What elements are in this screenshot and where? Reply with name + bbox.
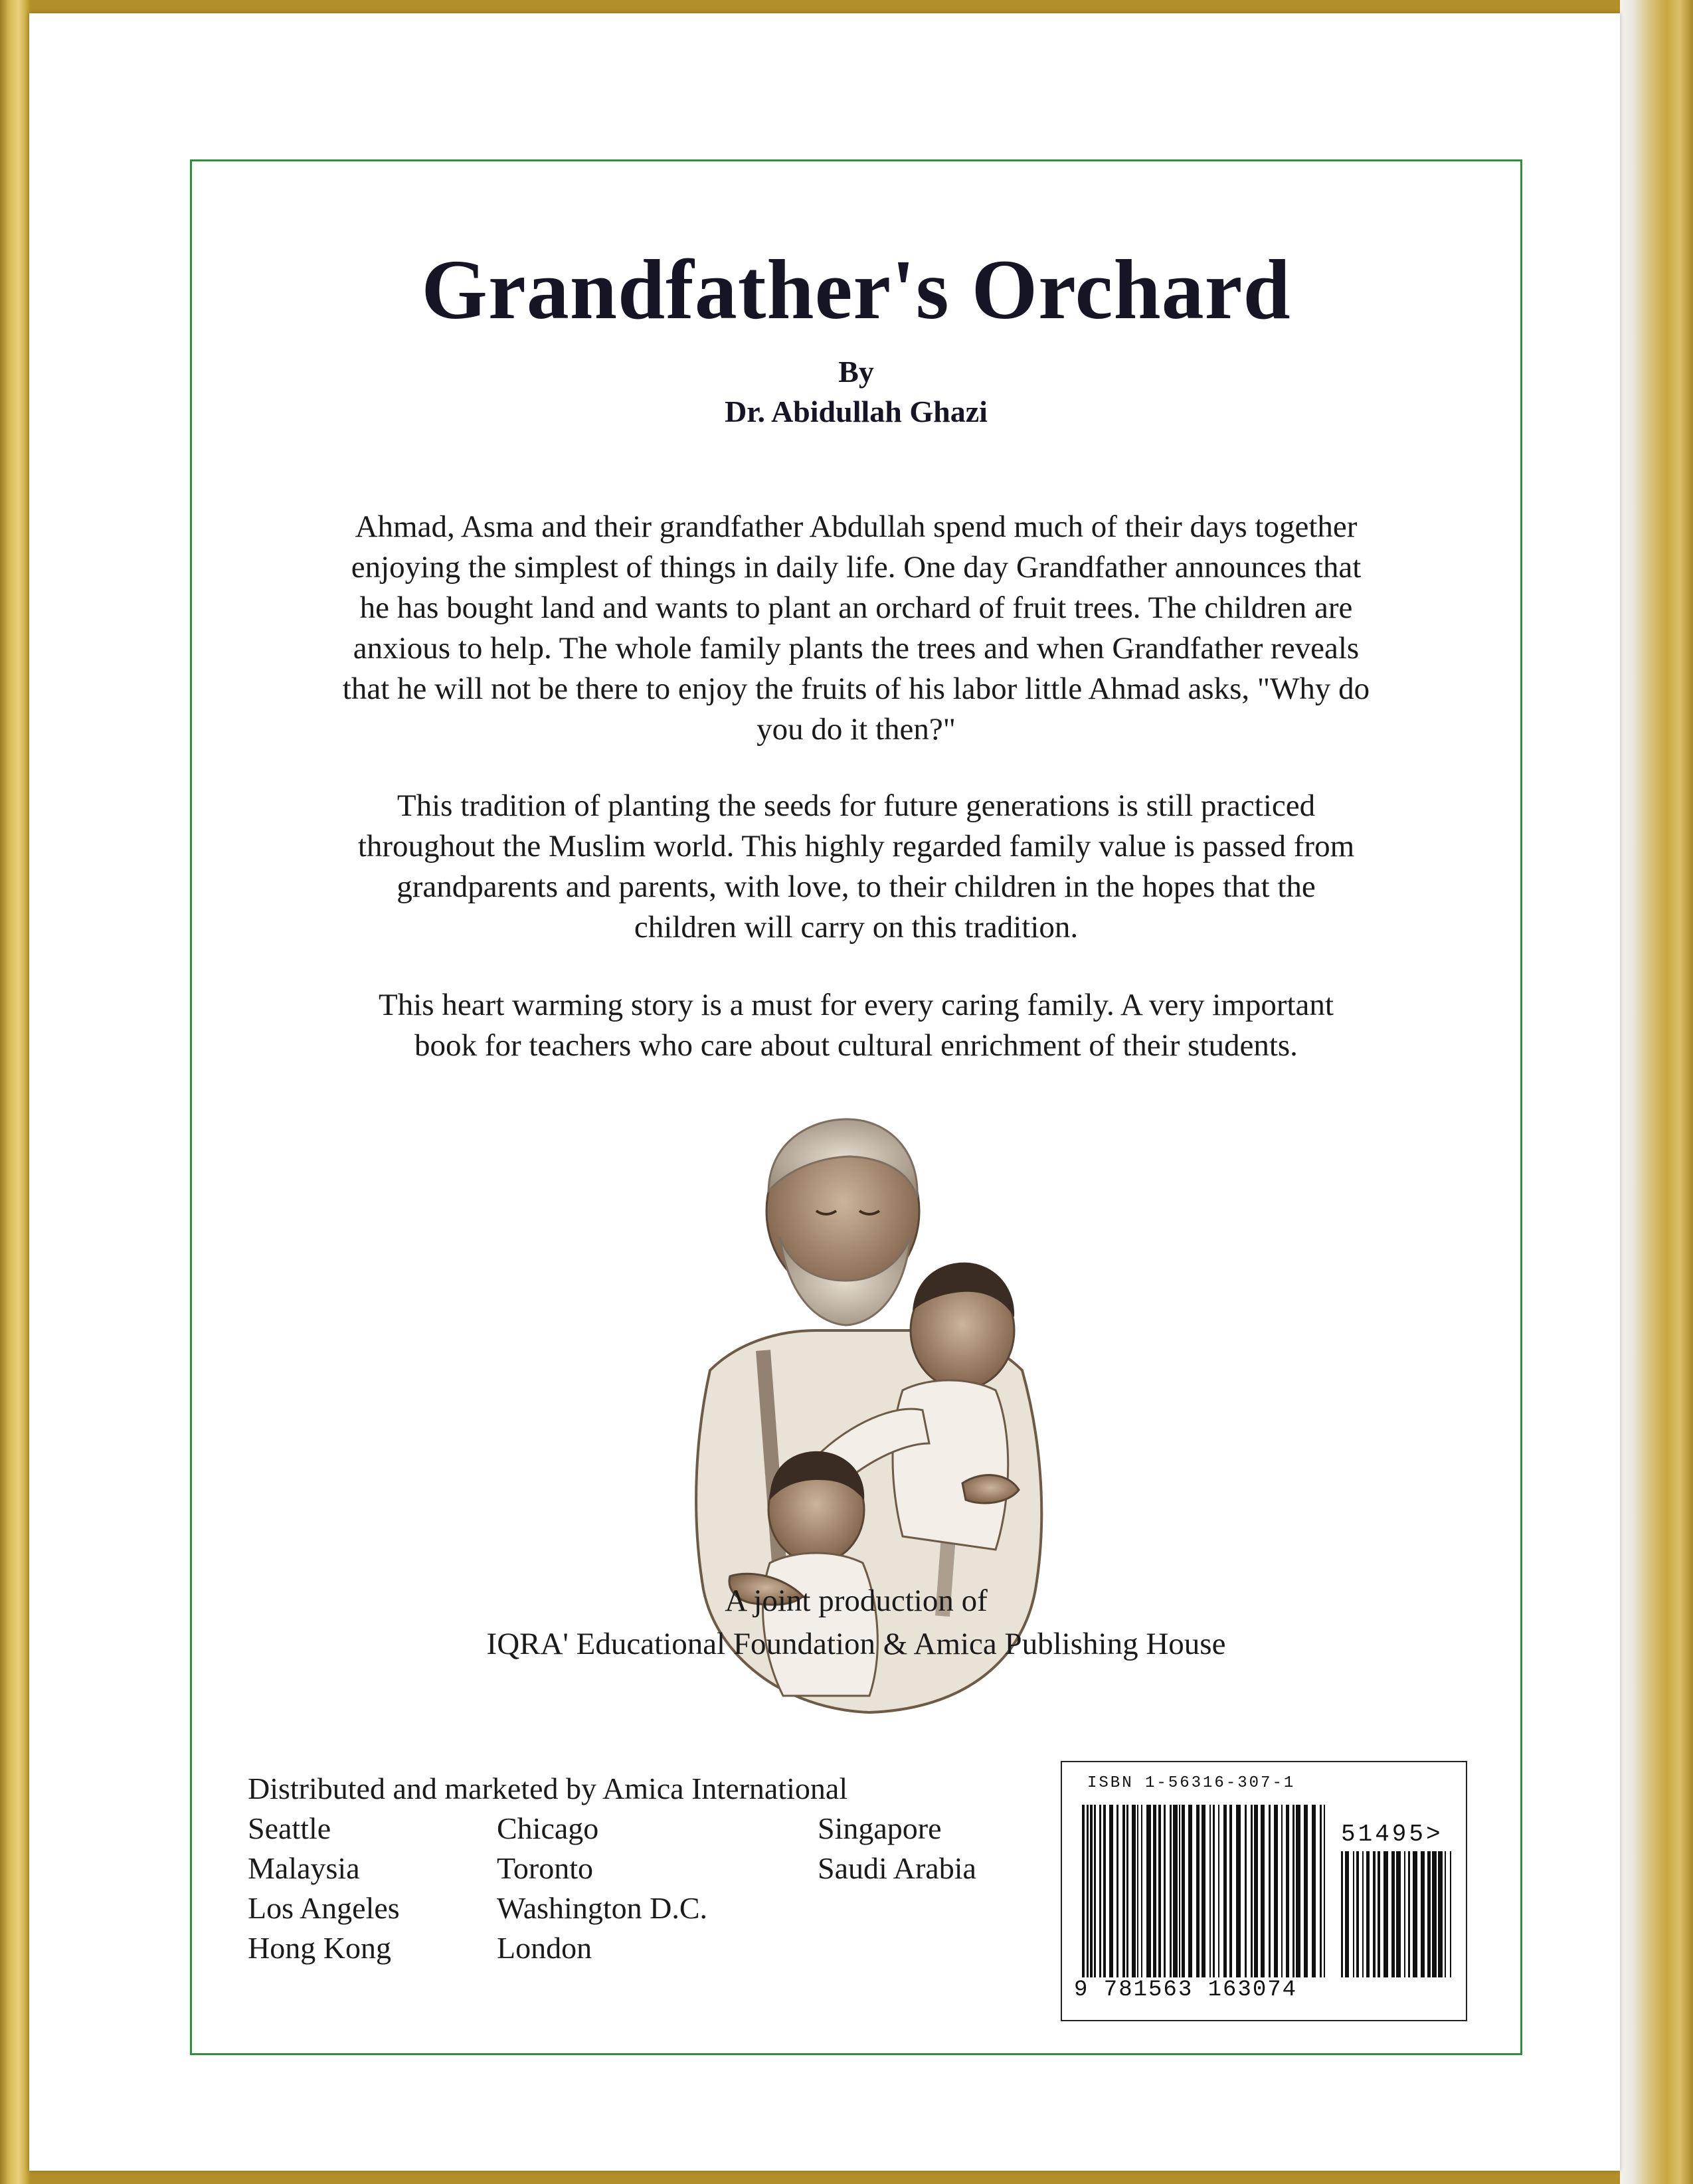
- barcode-bar: [1254, 1805, 1258, 1977]
- barcode-bar: [1082, 1805, 1085, 1977]
- description-line: he has bought land and wants to plant an orchard of fruit trees. The children are: [359, 591, 1353, 625]
- description-paragraph-2: [248, 786, 1464, 948]
- description-line: Ahmad, Asma and their grandfather Abdullah spend much of their days together: [355, 509, 1358, 544]
- barcode-bar: [1245, 1805, 1247, 1977]
- description-paragraph-1: [248, 507, 1464, 750]
- barcode-bar: [1103, 1805, 1106, 1977]
- barcode-bar: [1132, 1805, 1136, 1977]
- city: London: [497, 1931, 592, 1965]
- isbn-number: ISBN 1-56316-307-1: [1087, 1774, 1296, 1792]
- description-paragraph-3: [248, 985, 1464, 1066]
- grandfather-hugging-children-illustration: [650, 1111, 1075, 1716]
- barcode-bar: [1383, 1851, 1388, 1977]
- barcode-bar: [1182, 1805, 1185, 1977]
- barcode-bar: [1109, 1805, 1113, 1977]
- barcode-bar: [1373, 1851, 1376, 1977]
- barcode-bar: [1188, 1805, 1192, 1977]
- production-credit-line-1: A joint production of: [725, 1584, 988, 1618]
- barcode-bar: [1116, 1805, 1118, 1977]
- barcode-bar: [1353, 1851, 1354, 1977]
- barcode-bar: [1296, 1805, 1300, 1977]
- barcode-bar: [1366, 1851, 1370, 1977]
- description-line: that he will not be there to enjoy the fruits of his labor little Ahmad asks, "Why do: [342, 672, 1370, 706]
- barcode-bar: [1427, 1851, 1431, 1977]
- barcode-bar: [1153, 1805, 1156, 1977]
- barcode-bar: [1304, 1805, 1308, 1977]
- city: Saudi Arabia: [818, 1851, 976, 1885]
- barcode-bar: [1087, 1805, 1089, 1977]
- barcode-bar: [1158, 1805, 1161, 1977]
- barcode-bar: [1236, 1805, 1241, 1977]
- barcode-bar: [1090, 1805, 1093, 1977]
- barcode-bar: [1170, 1805, 1172, 1977]
- book-title: Grandfather's Orchard: [421, 242, 1291, 337]
- barcode-bar: [1196, 1805, 1200, 1977]
- ean-barcode-bars: [1082, 1805, 1328, 1977]
- barcode-bar: [1408, 1851, 1410, 1977]
- barcode-bar: [1421, 1851, 1425, 1977]
- description-line: anxious to help. The whole family plants the trees and when Grandfather reveals: [353, 631, 1360, 666]
- barcode-bar: [1320, 1805, 1322, 1977]
- barcode-bar: [1099, 1805, 1101, 1977]
- barcode-bar: [1274, 1805, 1278, 1977]
- barcode-bar: [1404, 1851, 1405, 1977]
- barcode-bar: [1281, 1805, 1283, 1977]
- green-frame: [190, 159, 1522, 2055]
- author-name: Dr. Abidullah Ghazi: [725, 395, 988, 428]
- back-cover: [29, 13, 1620, 2171]
- city: Toronto: [497, 1851, 593, 1885]
- barcode-bar: [1173, 1805, 1178, 1977]
- barcode-bar: [1179, 1805, 1180, 1977]
- barcode-bar: [1450, 1851, 1451, 1977]
- barcode-bar: [1378, 1851, 1380, 1977]
- city: Malaysia: [248, 1851, 360, 1885]
- barcode-bar: [1218, 1805, 1219, 1977]
- description-line: This heart warming story is a must for every caring family. A very important: [379, 988, 1334, 1022]
- description-line: enjoying the simplest of things in daily life. One day Grandfather announces that: [351, 550, 1362, 585]
- production-credit-line-2: IQRA' Educational Foundation & Amica Publishing House: [486, 1627, 1226, 1661]
- barcode-bar: [1396, 1851, 1401, 1977]
- city: Los Angeles: [248, 1891, 400, 1925]
- barcode-bar: [1126, 1805, 1128, 1977]
- barcode-bar: [1438, 1851, 1443, 1977]
- barcode-bar: [1146, 1805, 1151, 1977]
- barcode-bar: [1164, 1805, 1166, 1977]
- barcode-bar: [1341, 1851, 1343, 1977]
- barcode-bar: [1223, 1805, 1227, 1977]
- city: Washington D.C.: [497, 1891, 708, 1925]
- barcode-bar: [1292, 1805, 1294, 1977]
- barcode-bar: [1137, 1805, 1138, 1977]
- barcode-bar: [1094, 1805, 1096, 1977]
- barcode-bar: [1122, 1805, 1125, 1977]
- city: Singapore: [818, 1811, 942, 1845]
- barcode-bar: [1312, 1805, 1316, 1977]
- description-line: throughout the Muslim world. This highly regarded family value is passed from: [357, 829, 1355, 864]
- city: Chicago: [497, 1811, 599, 1845]
- ean-digits: 9 781563 163074: [1074, 1977, 1298, 2003]
- description-line: This tradition of planting the seeds for future generations is still practiced: [397, 788, 1316, 823]
- price-code: 51495>: [1341, 1821, 1443, 1848]
- by-label: By: [838, 355, 874, 389]
- barcode-bar: [1445, 1851, 1446, 1977]
- barcode-bar: [1202, 1805, 1205, 1977]
- barcode-bar: [1356, 1851, 1359, 1977]
- price-barcode-bars: [1341, 1851, 1454, 1977]
- description-line: children will carry on this tradition.: [634, 910, 1079, 945]
- barcode-bar: [1209, 1805, 1211, 1977]
- gold-edge-right: [1620, 0, 1693, 2184]
- barcode-bar: [1391, 1851, 1395, 1977]
- barcode-bar: [1362, 1851, 1364, 1977]
- description-line: grandparents and parents, with love, to their children in the hopes that the: [397, 869, 1316, 904]
- barcode-bar: [1286, 1805, 1289, 1977]
- barcode-bar: [1261, 1805, 1265, 1977]
- description-line: book for teachers who care about cultural enrichment of their students.: [414, 1028, 1298, 1063]
- description-line: you do it then?": [757, 712, 956, 747]
- city: Seattle: [248, 1811, 331, 1845]
- barcode-bar: [1229, 1805, 1232, 1977]
- barcode-bar: [1269, 1805, 1271, 1977]
- barcode-bar: [1213, 1805, 1215, 1977]
- distribution-heading: Distributed and marketed by Amica International: [248, 1772, 848, 1805]
- barcode-bar: [1345, 1851, 1349, 1977]
- barcode-bar: [1413, 1851, 1417, 1977]
- barcode-bar: [1141, 1805, 1142, 1977]
- city: Hong Kong: [248, 1931, 391, 1965]
- barcode-bar: [1432, 1851, 1437, 1977]
- barcode-bar: [1251, 1805, 1253, 1977]
- isbn-barcode: [1061, 1761, 1467, 2021]
- barcode-bar: [1324, 1805, 1325, 1977]
